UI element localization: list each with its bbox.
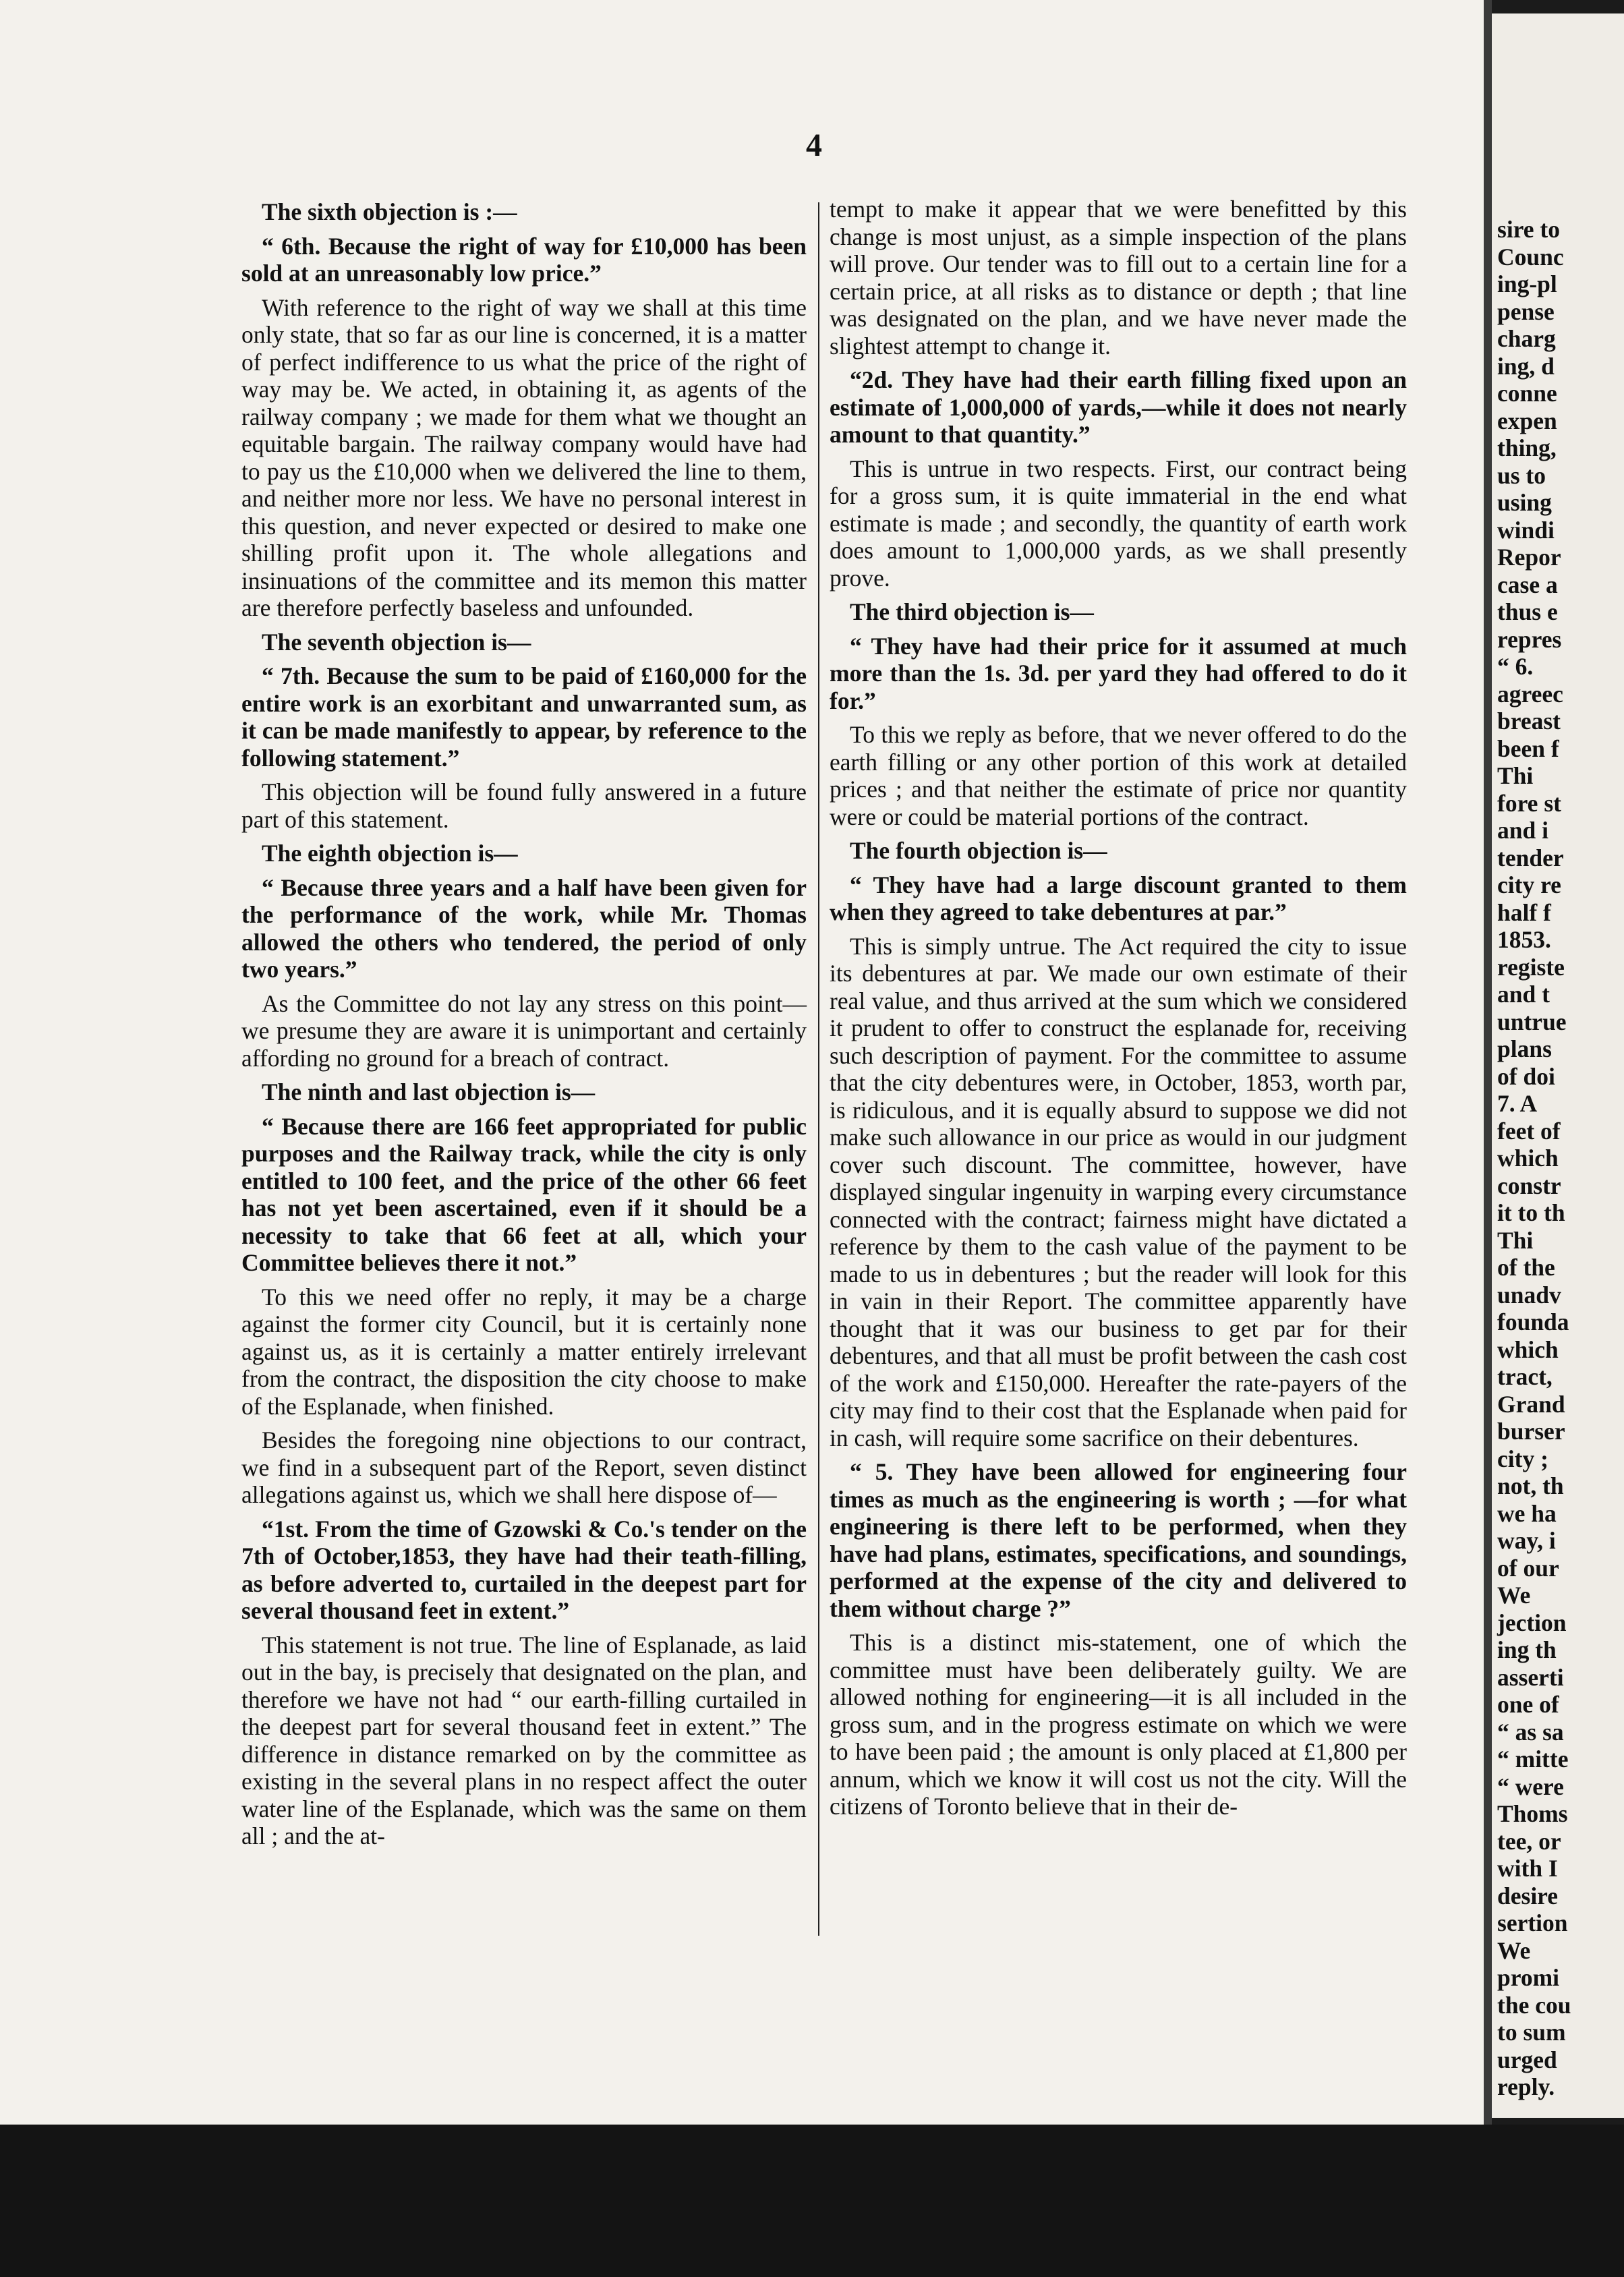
facing-line-fragment: been f — [1497, 734, 1559, 762]
facing-line-fragment: thing, — [1497, 434, 1557, 461]
facing-line-fragment: and t — [1497, 981, 1550, 1008]
facing-line-fragment: “ mitte — [1497, 1746, 1569, 1772]
facing-line-fragment: sertion — [1497, 1909, 1568, 1936]
facing-line-fragment: breast — [1497, 708, 1561, 734]
facing-line-fragment: “ as sa — [1497, 1718, 1564, 1746]
paragraph: With reference to the right of way we shall at this time only state, that so far as our line is concerned, it is a matter of perfect indifference to us what the price of the right of way may be. We acted, in obtaining it, as agents of the railway company ; we made for them what we thought an equitable bargain. The railway company would have had to pay us the £10,000 when we delivered the line to them, and neither more nor less. We have no personal interest in this question, and never expected or desired to make one shilling profit upon it. The whole allegations and insinuations of the committee and its memon this matter are therefore perfectly baseless and unfounded. — [241, 293, 807, 621]
facing-line-fragment: charg — [1497, 325, 1556, 352]
facing-line-fragment: 7. A — [1497, 1090, 1538, 1117]
page-gutter — [1484, 0, 1492, 2277]
left-text-column — [241, 196, 807, 1857]
facing-line-fragment: to sum — [1497, 2019, 1566, 2046]
facing-line-fragment: it to th — [1497, 1199, 1565, 1226]
facing-line-fragment: the cou — [1497, 1991, 1571, 2019]
paragraph: This is untrue in two respects. First, our contract being for a gross sum, it is quite immaterial in the end what estimate is made ; and secondly, the quantity of earth work does amount to 1,000,000 yards, as we shall presently prove. — [830, 455, 1407, 592]
facing-line-fragment: desire — [1497, 1882, 1559, 1909]
quoted-objection: “ They have had their price for it assumed at much more than the 1s. 3d. per yard they had offered to do it for.” — [830, 632, 1407, 714]
facing-line-fragment: with I — [1497, 1855, 1558, 1882]
quoted-objection: “2d. They have had their earth filling fixed upon an estimate of 1,000,000 of yards,—while it does not nearly amount to that quantity.” — [830, 366, 1407, 448]
facing-line-fragment: burser — [1497, 1418, 1565, 1445]
facing-line-fragment: unadv — [1497, 1281, 1561, 1308]
facing-line-fragment: Repor — [1497, 544, 1561, 571]
facing-line-fragment: Thi — [1497, 1226, 1534, 1254]
facing-line-fragment: Thoms — [1497, 1800, 1568, 1827]
paragraph: tempt to make it appear that we were benefitted by this change is most unjust, as a simple inspection of the plans will prove. Our tender was to fill out to a certain line for a certain price, at all risks as to distance or depth ; that line was designated on the plan, and we have never made the slightest attempt to change it. — [830, 196, 1407, 359]
right-text-column — [830, 196, 1407, 1827]
facing-line-fragment: 1853. — [1497, 926, 1551, 953]
facing-line-fragment: thus e — [1497, 598, 1558, 625]
facing-line-fragment: “ 6. — [1497, 653, 1534, 680]
objection-heading: The seventh objection is— — [262, 628, 531, 656]
facing-line-fragment: tee, or — [1497, 1827, 1561, 1855]
facing-line-fragment: which — [1497, 1335, 1559, 1363]
quoted-objection: “ They have had a large discount granted to them when they agreed to take debentures at par.” — [830, 871, 1407, 925]
facing-line-fragment: using — [1497, 489, 1552, 516]
quoted-objection: “ 5. They have been allowed for engineering four times as much as the engineering is worth ; —for what engineering is there left to be performed, when they have had plans, estimates, specifications, and soundings, performed at the expense of the city and delivered to them without charge ?” — [830, 1458, 1407, 1622]
objection-heading: The sixth objection is :— — [262, 198, 517, 225]
facing-line-fragment: half f — [1497, 898, 1551, 926]
facing-line-fragment: pense — [1497, 297, 1555, 325]
objection-heading: The ninth and last objection is— — [262, 1078, 596, 1105]
facing-line-fragment: of the — [1497, 1254, 1555, 1281]
facing-line-fragment: We — [1497, 1936, 1531, 1964]
facing-line-fragment: fore st — [1497, 789, 1561, 817]
facing-line-fragment: registe — [1497, 953, 1565, 981]
facing-line-fragment: which — [1497, 1145, 1559, 1172]
facing-line-fragment: Counc — [1497, 243, 1564, 270]
facing-line-fragment: tract, — [1497, 1363, 1553, 1390]
quoted-objection: “ 6th. Because the right of way for £10,000 has been sold at an unreasonably low price.” — [241, 232, 807, 287]
facing-line-fragment: city ; — [1497, 1445, 1548, 1472]
facing-line-fragment: plans — [1497, 1035, 1552, 1062]
facing-page-fragments — [1497, 216, 1624, 2101]
facing-line-fragment: untrue — [1497, 1008, 1567, 1035]
facing-line-fragment: “ were — [1497, 1772, 1564, 1800]
quoted-objection: “ Because three years and a half have been given for the performance of the work, while Mr. Thomas allowed the others who tendered, the period of only two years.” — [241, 873, 807, 983]
facing-line-fragment: not, th — [1497, 1472, 1564, 1499]
facing-line-fragment: and i — [1497, 817, 1548, 844]
facing-line-fragment: we ha — [1497, 1499, 1557, 1527]
facing-line-fragment: ing, d — [1497, 352, 1555, 380]
facing-line-fragment: agreec — [1497, 680, 1563, 708]
facing-line-fragment: feet of — [1497, 1117, 1561, 1145]
facing-page — [1492, 13, 1624, 2118]
objection-heading: The third objection is— — [850, 598, 1094, 625]
facing-line-fragment: reply. — [1497, 2073, 1555, 2100]
objection-heading: The eighth objection is— — [262, 840, 518, 867]
facing-line-fragment: us to — [1497, 461, 1546, 489]
facing-line-fragment: Grand — [1497, 1390, 1565, 1418]
facing-line-fragment: tender — [1497, 844, 1564, 871]
page-number: 4 — [806, 127, 822, 163]
facing-line-fragment: Thi — [1497, 762, 1534, 789]
facing-line-fragment: windi — [1497, 516, 1555, 544]
facing-line-fragment: of doi — [1497, 1062, 1555, 1090]
facing-line-fragment: constr — [1497, 1172, 1561, 1199]
paragraph: Besides the foregoing nine objections to our contract, we find in a subsequent part of the Report, seven distinct allegations against us, which we shall here dispose of— — [241, 1426, 807, 1508]
facing-line-fragment: founda — [1497, 1308, 1569, 1335]
paragraph: This is a distinct mis-statement, one of which the committee must have been deliberately guilty. We are allowed nothing for engineering—it is all included in the gross sum, and in the progress estimate on which we were to have been paid ; the amount is only placed at £1,800 per annum, which we know it will cost us not the city. Will the citizens of Toronto believe that in their de- — [830, 1629, 1407, 1820]
facing-line-fragment: expen — [1497, 407, 1557, 434]
facing-line-fragment: conne — [1497, 380, 1557, 407]
facing-line-fragment: one of — [1497, 1691, 1559, 1718]
facing-line-fragment: case a — [1497, 571, 1558, 598]
paragraph: This is simply untrue. The Act required the city to issue its debentures at par. We made our own estimate of their real value, and thus arrived at the sum which we considered it prudent to offer to construct the esplanade for, receiving such description of payment. For the committee to assume that the city debentures were, in October, 1853, worth par, is ridiculous, and it is equally absurd to suppose we did not make such allowance in our price as would in our judgment cover such discount. The committee, however, have displayed singular ingenuity in warping every circumstance connected with the contract; fairness might have dictated a reference by them to the cash value of the payment to be made to us in debentures ; but the reader will look for this in vain in their Report. The committee apparently have thought that it was our business to get par for their debentures, and that all must be profit between the cash cost of the work and £150,000. Hereafter the rate-payers of the city may find to their cost that the Esplanade when paid for in cash, will require some sacrifice on their debentures. — [830, 932, 1407, 1451]
paragraph: To this we need offer no reply, it may be a charge against the former city Council, but it is certainly none against us, as it is certainly a matter entirely irrelevant from the contract, the disposition the city choose to make of the Esplanade, when finished. — [241, 1283, 807, 1420]
column-divider — [818, 202, 819, 1936]
paragraph: This objection will be found fully answered in a future part of this statement. — [241, 778, 807, 833]
facing-line-fragment: ing-pl — [1497, 270, 1557, 297]
paragraph: As the Committee do not lay any stress on this point—we presume they are aware it is unimportant and certainly affording no ground for a breach of contract. — [241, 989, 807, 1072]
paragraph: This statement is not true. The line of Esplanade, as laid out in the bay, is precisely that designated on the plan, and therefore we have not had “ our earth-filling curtailed in the deepest part for several thousand feet in extent.” The difference in distance remarked on by the committee as existing in the several plans in no respect affect the outer water line of the Esplanade, which was the same on them all ; and the at- — [241, 1631, 807, 1849]
facing-line-fragment: jection — [1497, 1609, 1567, 1636]
facing-line-fragment: repres — [1497, 625, 1562, 653]
facing-line-fragment: of our — [1497, 1554, 1559, 1582]
facing-line-fragment: urged — [1497, 2046, 1557, 2073]
quoted-objection: “1st. From the time of Gzowski & Co.'s tender on the 7th of October,1853, they have had their teath-filling, as before adverted to, curtailed in the deepest part for several thousand feet in extent.” — [241, 1515, 807, 1624]
facing-line-fragment: ing th — [1497, 1636, 1557, 1663]
facing-line-fragment: promi — [1497, 1964, 1560, 1991]
facing-line-fragment: asserti — [1497, 1663, 1564, 1691]
facing-line-fragment: sire to — [1497, 216, 1560, 243]
quoted-objection: “ 7th. Because the sum to be paid of £160,000 for the entire work is an exorbitant and unwarranted sum, as it can be made manifestly to appear, by reference to the following statement.” — [241, 662, 807, 772]
objection-heading: The fourth objection is— — [850, 837, 1107, 864]
quoted-objection: “ Because there are 166 feet appropriated for public purposes and the Railway track, while the city is only entitled to 100 feet, and the price of the other 66 feet has not yet been ascertained, even if it should be a necessity to take that 66 feet at all, which your Committee believes there it not.” — [241, 1112, 807, 1276]
facing-line-fragment: city re — [1497, 871, 1561, 898]
scan-border — [0, 2125, 1624, 2277]
paragraph: To this we reply as before, that we never offered to do the earth filling or any other portion of this work at detailed prices ; and that neither the estimate of price nor quantity were or could be material portions of the contract. — [830, 721, 1407, 830]
facing-line-fragment: We — [1497, 1582, 1531, 1609]
facing-line-fragment: way, i — [1497, 1527, 1556, 1554]
